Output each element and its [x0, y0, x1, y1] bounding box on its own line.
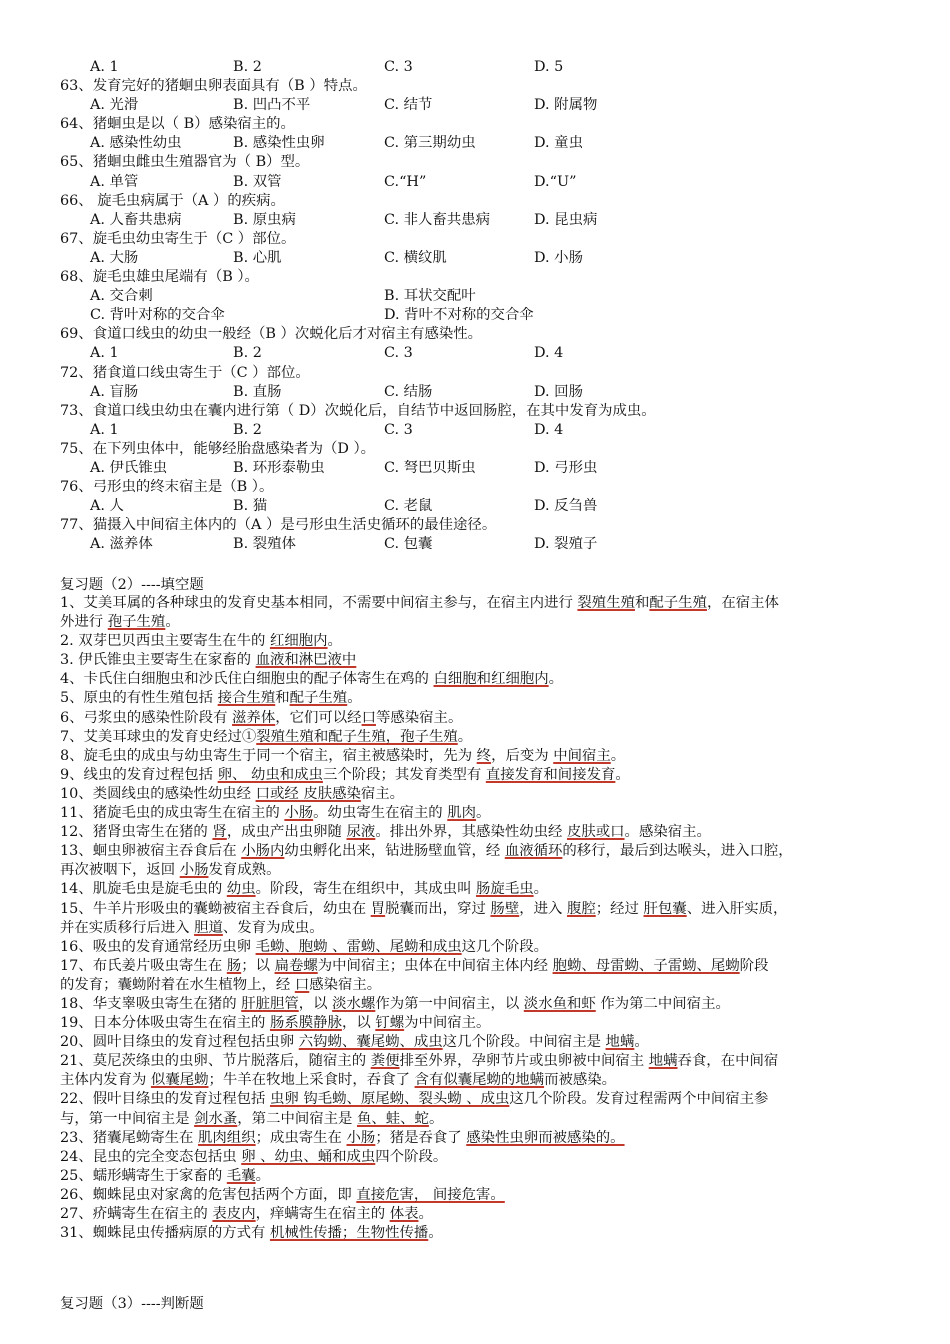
answer-underlined: 肌肉	[447, 805, 477, 822]
option-a: A. 光滑	[90, 97, 139, 114]
option-b: B. 猫	[233, 498, 268, 515]
line-text: 26、蜘蛛昆虫对家禽的危害包括两个方面，即	[60, 1186, 357, 1203]
options-row	[60, 58, 920, 77]
answer-underlined: 粪便	[370, 1053, 400, 1070]
options-row	[60, 173, 920, 192]
answer-underlined: 胃	[370, 900, 386, 917]
answer-underlined: 虫卵 钩毛蚴、原尾蚴、裂头蚴 、成虫	[269, 1091, 510, 1108]
line-text: 感染宿主。	[309, 976, 382, 993]
section-title-true-false: 复习题（3）----判断题	[60, 1296, 204, 1312]
answer-underlined: 毛蚴、胞蚴 、雷蚴、尾蚴和成虫	[255, 938, 462, 955]
answer-underlined: 扁卷螺	[274, 957, 318, 974]
option-b: B. 双管	[233, 173, 282, 190]
fill-line	[60, 766, 900, 785]
line-text: 。	[347, 690, 362, 707]
option-b: B. 心肌	[233, 249, 282, 266]
option-a: A. 盲肠	[90, 383, 139, 400]
answer-underlined: 血液和淋巴液中	[255, 652, 357, 669]
line-text: 。阶段，寄生在组织中，其成虫叫	[255, 881, 477, 898]
line-text: 20、圆叶目绦虫的发育过程包括虫卵	[60, 1034, 299, 1051]
line-text: 23、猪囊尾蚴寄生在	[60, 1129, 199, 1146]
line-text: 22、假叶目绦虫的发育过程包括	[60, 1091, 270, 1108]
line-text: 作为第二中间宿主。	[595, 995, 730, 1012]
options-row	[60, 535, 920, 554]
answer-underlined: 口	[294, 976, 310, 993]
line-text: 。	[327, 633, 342, 650]
answer-underlined: 肠壁	[490, 900, 520, 917]
line-text: 。	[457, 728, 473, 745]
answer-underlined: 卵、 幼虫和成虫	[217, 766, 323, 783]
line-text: 6、弓浆虫的感染性阶段有	[60, 709, 233, 726]
line-text: 。排出外界，其感染性幼虫经	[375, 824, 567, 841]
line-text: 并在实质移行后进入	[60, 919, 195, 936]
fill-line	[60, 919, 900, 938]
line-text: 13、蛔虫卵被宿主吞食后在	[60, 843, 242, 860]
line-text: 25、蠕形螨寄生于家畜的	[60, 1167, 227, 1184]
line-text: 这几个阶段。	[461, 938, 548, 955]
fill-line	[60, 709, 900, 728]
line-text: ，痒螨寄生在宿主的	[255, 1206, 390, 1222]
question-text: 63、发育完好的猪蛔虫卵表面具有（B ）特点。	[60, 78, 367, 95]
line-text: 16、吸虫的发育通常经历虫卵	[60, 938, 256, 955]
answer-underlined: 裂殖生殖和配子生殖，孢子生殖	[256, 728, 458, 745]
option-d: D. 4	[534, 421, 564, 438]
fill-line	[60, 1033, 900, 1052]
answer-underlined: 小肠内	[241, 843, 285, 860]
line-text: 和	[275, 690, 290, 707]
fill-line	[60, 880, 900, 899]
option-c: C. 背叶对称的交合伞	[90, 307, 225, 324]
line-text: 作为第一中间宿主，以	[375, 995, 524, 1012]
line-text: 外进行	[60, 614, 108, 631]
answer-underlined: 口	[361, 709, 376, 726]
line-text: 排至外界，孕卵节片或虫卵被中间宿主	[399, 1053, 649, 1070]
answer-underlined: 小肠	[284, 805, 314, 822]
options-row	[60, 497, 920, 516]
answer-underlined: 卵 、幼虫、蛹和成虫	[241, 1148, 376, 1165]
answer-underlined: 胆道	[194, 919, 223, 936]
answer-underlined: 似囊尾蚴	[150, 1072, 209, 1089]
question-text: 75、在下列虫体中，能够经胎盘感染者为（D ）。	[60, 440, 376, 457]
line-text: 。	[615, 766, 630, 783]
line-text: 2. 双芽巴贝西虫主要寄生在牛的	[60, 633, 270, 650]
fill-line	[60, 651, 900, 670]
answer-underlined: 六钩蚴、囊尾蚴、成虫	[298, 1034, 443, 1051]
line-text: 10、类圆线虫的感染性幼虫经	[60, 785, 256, 802]
line-text: 9、线虫的发育过程包括	[60, 766, 218, 783]
answer-underlined: 体表	[389, 1206, 419, 1222]
line-text: 17、布氏姜片吸虫寄生在	[60, 957, 227, 974]
answer-underlined: 感染性虫卵而被感染的。	[466, 1129, 625, 1146]
option-c: C. 老鼠	[384, 498, 433, 515]
answer-underlined: 毛囊	[226, 1167, 256, 1184]
line-text: 。感染宿主。	[624, 824, 711, 841]
question-text: 77、猫摄入中间宿主体内的（A ）是弓形虫生活史循环的最佳途径。	[60, 517, 497, 534]
answer-underlined: 皮肤或口	[566, 824, 625, 841]
fill-line	[60, 861, 900, 880]
option-d: D. 背叶不对称的交合伞	[384, 307, 534, 324]
line-text: 的发育；囊蚴附着在水生植物上，经	[60, 976, 295, 993]
line-text: 。幼虫寄生在宿主的	[313, 805, 448, 822]
line-text: 15、牛羊片形吸虫的囊蚴被宿主吞食后，幼虫在	[60, 900, 371, 917]
option-b: B. 裂殖体	[233, 536, 296, 553]
fill-line	[60, 900, 900, 919]
answer-underlined: 肌肉组织	[198, 1129, 256, 1146]
option-b: B. 凹凸不平	[233, 97, 311, 114]
fill-line	[60, 670, 900, 689]
line-text: 。	[165, 614, 180, 631]
answer-underlined: 尿液	[346, 824, 376, 841]
line-text: 这几个阶段。中间宿主是	[442, 1034, 606, 1051]
line-text: 11、猪旋毛虫的成虫寄生在宿主的	[60, 805, 285, 822]
fill-line	[60, 594, 900, 613]
line-text: 。	[610, 747, 626, 764]
option-c: C. 结节	[384, 97, 433, 114]
options-row	[60, 459, 920, 478]
option-c: C. 3	[384, 421, 413, 438]
options-row	[60, 421, 920, 440]
answer-underlined: 肝包囊	[643, 900, 687, 917]
question-text: 68、旋毛虫雄虫尾端有（B ）。	[60, 269, 259, 286]
option-b: B. 原虫病	[233, 211, 296, 228]
line-text: 主体内发育为	[60, 1072, 151, 1089]
option-a: A. 人畜共患病	[90, 211, 182, 228]
options-row	[60, 344, 920, 363]
line-text: 三个阶段；其发育类型有	[322, 766, 486, 783]
line-text: 、发育为成虫。	[222, 919, 324, 936]
answer-underlined: 裂殖生殖	[577, 595, 635, 611]
fill-line	[60, 689, 900, 708]
line-text: 吞食，在中间宿	[677, 1053, 779, 1070]
option-b: B. 2	[233, 345, 262, 362]
line-text: ；以	[241, 957, 275, 974]
option-d: D. 4	[534, 345, 564, 362]
line-text: 。	[428, 1225, 443, 1242]
option-b: B. 耳状交配叶	[384, 288, 476, 305]
option-d: D. 昆虫病	[534, 211, 598, 228]
answer-underlined: 配子生殖	[289, 690, 348, 707]
answer-underlined: 配子生殖	[649, 595, 707, 611]
answer-underlined: 白细胞和红细胞内	[433, 671, 549, 688]
multiple-choice-section	[60, 58, 920, 554]
line-text: 阶段	[739, 957, 769, 974]
option-a: A. 交合刺	[90, 288, 153, 305]
options-row	[60, 134, 920, 153]
option-c: C. 包囊	[384, 536, 433, 553]
option-d: D. 弓形虫	[534, 459, 598, 476]
option-b: B. 直肠	[233, 383, 282, 400]
line-text: 1、艾美耳属的各种球虫的发育史基本相同，不需要中间宿主参与，在宿主内进行	[60, 595, 578, 611]
answer-underlined: 孢子生殖	[107, 614, 166, 631]
line-text: 3. 伊氏锥虫主要寄生在家畜的	[60, 652, 256, 669]
fill-line	[60, 1014, 900, 1033]
line-text: 27、疥螨寄生在宿主的	[60, 1206, 213, 1222]
line-text: ；经过	[595, 900, 644, 917]
question-text: 67、旋毛虫幼虫寄生于（C ）部位。	[60, 230, 296, 247]
option-b: B. 2	[233, 421, 262, 438]
answer-underlined: 直接发育和间接发育	[485, 766, 616, 783]
line-text: ，第二中间宿主是	[237, 1110, 357, 1127]
question-text: 64、猪蛔虫是以（ B）感染宿主的。	[60, 116, 295, 133]
fill-line	[60, 785, 900, 804]
fill-line	[60, 1167, 900, 1186]
line-text: ，以	[341, 1015, 376, 1032]
option-c: C.“H”	[384, 173, 427, 190]
answer-underlined: 胞蚴、母雷蚴、子雷蚴、尾蚴	[552, 957, 740, 974]
fill-line	[60, 995, 900, 1014]
answer-underlined: 滋养体	[232, 709, 276, 726]
answer-underlined: 红细胞内	[269, 633, 328, 650]
line-text: 31、蜘蛛昆虫传播病原的方式有	[60, 1225, 270, 1242]
options-row	[60, 211, 920, 230]
option-c: C. 第三期幼虫	[384, 135, 476, 152]
line-text: 和	[634, 595, 650, 611]
line-text: 幼虫孵化出来，钻进肠壁血管，经	[284, 843, 505, 860]
line-text: 。	[548, 671, 564, 688]
answer-underlined: 腹腔	[566, 900, 596, 917]
answer-underlined: 钉螺	[375, 1015, 405, 1032]
option-c: C. 3	[384, 59, 413, 75]
option-b: B. 2	[233, 59, 262, 75]
line-text: 发育成熟。	[208, 862, 281, 879]
option-a: A. 人	[90, 498, 124, 515]
fill-blank-section	[60, 594, 900, 1243]
answer-underlined: 鱼、蛙、蛇	[356, 1110, 429, 1127]
fill-line	[60, 804, 900, 823]
option-a: A. 大肠	[90, 249, 139, 266]
option-a: A. 伊氏锥虫	[90, 459, 168, 476]
answer-underlined: 地螨	[648, 1053, 678, 1070]
fill-line	[60, 823, 900, 842]
fill-line	[60, 1205, 900, 1224]
answer-underlined: 终	[476, 747, 492, 764]
option-d: D. 附属物	[534, 97, 598, 114]
question-text: 69、食道口线虫的幼虫一般经（B ）次蜕化后才对宿主有感染性。	[60, 326, 483, 343]
option-a: A. 1	[90, 421, 119, 438]
answer-underlined: 肝脏胆管	[241, 995, 299, 1012]
line-text: 再次被咽下，返回	[60, 862, 180, 879]
fill-line	[60, 938, 900, 957]
line-text: 21、莫尼茨绦虫的虫卵、节片脱落后，随宿主的	[60, 1053, 371, 1070]
answer-underlined: 地螨	[605, 1034, 635, 1051]
answer-underlined: 口或经 皮肤感染	[255, 785, 361, 802]
answer-underlined: 肠	[226, 957, 242, 974]
line-text: 为中间宿主。	[404, 1015, 491, 1032]
fill-line	[60, 1052, 900, 1071]
answer-underlined: 直接危害， 间接危害。	[356, 1186, 505, 1203]
answer-underlined: 小肠	[179, 862, 209, 879]
line-text: ；牛羊在牧地上采食时，吞食了	[208, 1072, 415, 1089]
options-row	[60, 96, 920, 115]
line-text: 的移行，最后到达喉头，进入口腔，	[562, 843, 793, 860]
fill-line	[60, 728, 900, 747]
option-a: A. 1	[90, 345, 119, 362]
answer-underlined: 血液循环	[504, 843, 563, 860]
fill-line	[60, 1110, 900, 1129]
line-text: 而被感染。	[544, 1072, 617, 1089]
fill-line	[60, 1186, 900, 1205]
line-text: 与，第一中间宿主是	[60, 1110, 195, 1127]
line-text: 5、原虫的有性生殖包括	[60, 690, 218, 707]
line-text: 、进入肝实质，	[686, 900, 788, 917]
option-d: D. 反刍兽	[534, 498, 598, 515]
fill-line	[60, 957, 900, 976]
line-text: ；猪是吞食了	[375, 1129, 467, 1146]
answer-underlined: 肾	[212, 824, 227, 841]
fill-line	[60, 1090, 900, 1109]
line-text: ，在宿主体	[706, 595, 779, 611]
line-text: 12、猪肾虫寄生在猪的	[60, 824, 213, 841]
fill-line	[60, 747, 900, 766]
fill-line	[60, 842, 900, 861]
fill-line	[60, 632, 900, 651]
line-text: ，后变为	[491, 747, 554, 764]
option-d: D.“U”	[534, 173, 577, 190]
question-text: 66、 旋毛虫病属于（A ）的疾病。	[60, 192, 285, 209]
line-text: 。	[634, 1034, 649, 1051]
line-text: 24、昆虫的完全变态包括虫	[60, 1148, 242, 1165]
line-text: 四个阶段。	[375, 1148, 448, 1165]
question-text: 65、猪蛔虫雌虫生殖器官为（ B）型。	[60, 154, 310, 171]
fill-line	[60, 976, 900, 995]
options-row	[60, 306, 920, 325]
question-text: 73、食道口线虫幼虫在囊内进行第（ D）次蜕化后，自结节中返回肠腔，在其中发育为成虫。	[60, 402, 656, 419]
line-text: 这几个阶段。发育过程需两个中间宿主参	[509, 1091, 769, 1108]
answer-underlined: 淡水鱼和虾	[523, 995, 596, 1012]
line-text: 为中间宿主；虫体在中间宿主体内经	[317, 957, 553, 974]
option-d: D. 裂殖子	[534, 536, 598, 553]
fill-line	[60, 1071, 900, 1090]
answer-underlined: 中间宿主	[553, 747, 611, 764]
line-text: 7、艾美耳球虫的发育史经过①	[60, 728, 257, 745]
option-d: D. 回肠	[534, 383, 583, 400]
fill-line	[60, 613, 900, 632]
line-text: 等感染宿主。	[375, 709, 463, 726]
line-text: 。	[533, 881, 549, 898]
option-a: A. 单管	[90, 173, 139, 190]
options-row	[60, 249, 920, 268]
answer-underlined: 肠系膜静脉	[269, 1015, 342, 1032]
line-text: 。	[428, 1110, 444, 1127]
line-text: 。	[418, 1206, 433, 1222]
options-row	[60, 383, 920, 402]
option-c: C. 非人畜共患病	[384, 211, 490, 228]
option-b: B. 环形泰勒虫	[233, 459, 325, 476]
answer-underlined: 幼虫	[226, 881, 256, 898]
line-text: 14、肌旋毛虫是旋毛虫的	[60, 881, 227, 898]
option-c: C. 横纹肌	[384, 249, 447, 266]
question-text: 76、弓形虫的终末宿主是（B ）。	[60, 479, 274, 496]
option-c: C. 结肠	[384, 383, 433, 400]
answer-underlined: 接合生殖	[217, 690, 276, 707]
question-text: 72、猪食道口线虫寄生于（C ）部位。	[60, 364, 310, 381]
answer-underlined: 淡水螺	[332, 995, 376, 1012]
line-text: 。	[476, 805, 491, 822]
line-text: ，它们可以经	[275, 709, 362, 726]
answer-underlined: 剑水蚤	[194, 1110, 238, 1127]
option-d: D. 小肠	[534, 249, 583, 266]
options-row	[60, 287, 920, 306]
answer-underlined: 机械性传播；生物性传播	[269, 1225, 429, 1242]
line-text: ，进入	[519, 900, 567, 917]
line-text: 19、日本分体吸虫寄生在宿主的	[60, 1015, 270, 1032]
fill-line	[60, 1129, 900, 1148]
answer-underlined: 肠旋毛虫	[476, 881, 534, 898]
option-a: A. 1	[90, 59, 119, 75]
option-a: A. 滋养体	[90, 536, 153, 553]
line-text: 宿主。	[360, 785, 405, 802]
line-text: ，成虫产出虫卵随	[226, 824, 347, 841]
line-text: ，以	[298, 995, 333, 1012]
line-text: 脱囊而出，穿过	[385, 900, 491, 917]
answer-underlined: 表皮内	[212, 1206, 256, 1222]
section-title-fill-blank: 复习题（2）----填空题	[60, 577, 204, 593]
option-b: B. 感染性虫卵	[233, 135, 325, 152]
answer-underlined: 含有似囊尾蚴的地螨	[414, 1072, 545, 1089]
line-text: 8、旋毛虫的成虫与幼虫寄生于同一个宿主，宿主被感染时，先为	[60, 747, 477, 764]
line-text: 4、卡氏住白细胞虫和沙氏住白细胞虫的配子体寄生在鸡的	[60, 671, 434, 688]
answer-underlined: 小肠	[346, 1129, 376, 1146]
option-c: C. 3	[384, 345, 413, 362]
line-text: 。	[255, 1167, 270, 1184]
option-d: D. 5	[534, 59, 564, 75]
line-text: 18、华支睾吸虫寄生在猪的	[60, 995, 242, 1012]
line-text: ；成虫寄生在	[255, 1129, 347, 1146]
option-d: D. 童虫	[534, 135, 583, 152]
option-c: C. 弩巴贝斯虫	[384, 459, 476, 476]
fill-line	[60, 1224, 900, 1243]
option-a: A. 感染性幼虫	[90, 135, 182, 152]
fill-line	[60, 1148, 900, 1167]
